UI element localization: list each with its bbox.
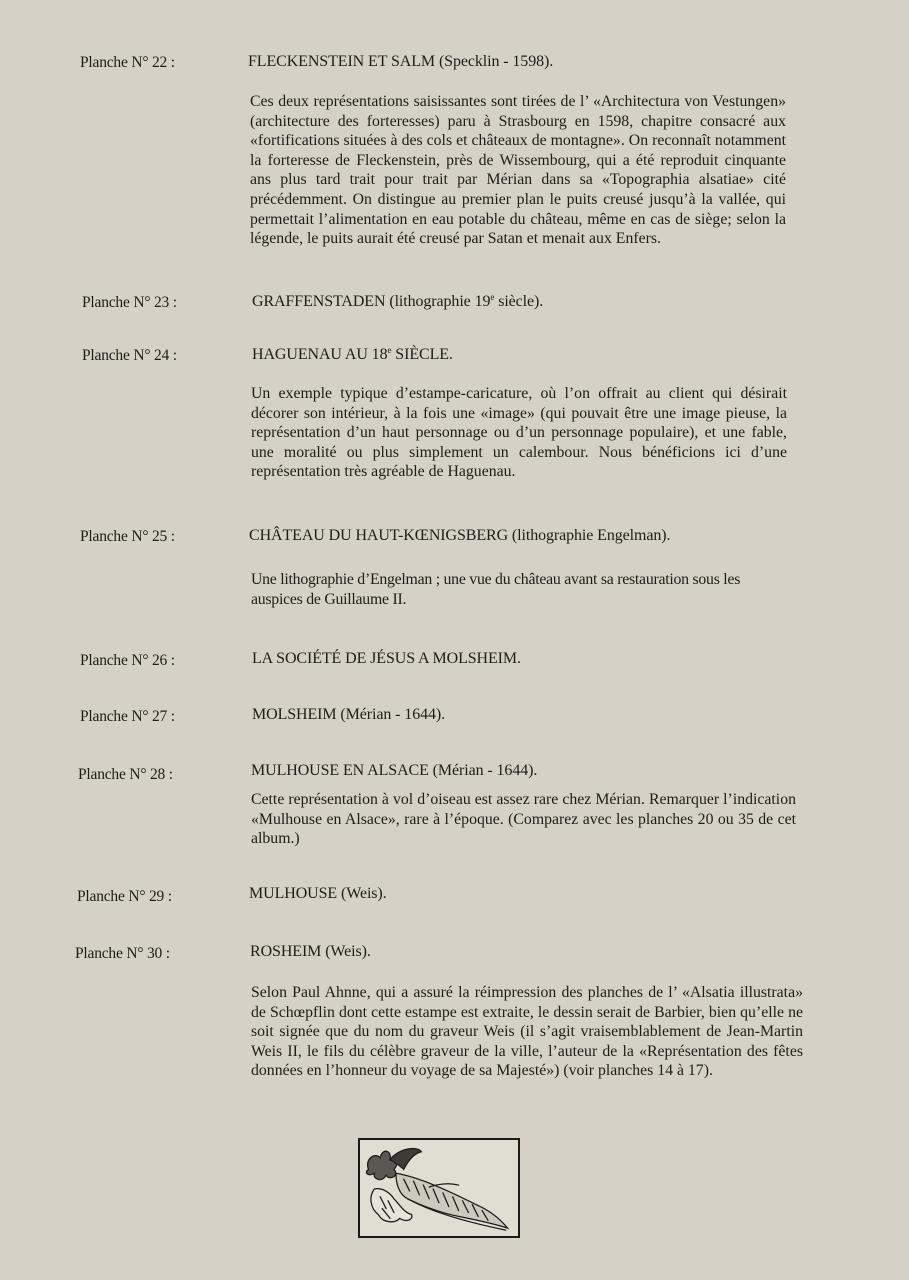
title-text-end: siècle). xyxy=(494,293,544,310)
plate-label-23: Planche N° 23 : xyxy=(82,294,177,311)
title-text: GRAFFENSTADEN (lithographie 19 xyxy=(252,293,491,310)
plate-description-24: Un exemple typique d’estampe-caricature, où l’on offrait au client qui désirait décorer son intérieur, à la fois une «image» (qui pouvait être une image pieuse, la représentation d’un haut personnage ou d’un personnage populaire), et une fable, une moralité ou plus simplement un calembour. Nous bénéficions ici d’une représentation très agréable de Haguenau. xyxy=(251,385,787,481)
plate-title-22: FLECKENSTEIN ET SALM (Specklin - 1598). xyxy=(248,53,554,70)
plate-title-25: CHÂTEAU DU HAUT-KŒNIGSBERG (lithographie Engelman). xyxy=(249,527,671,544)
plate-label-26: Planche N° 26 : xyxy=(80,652,175,669)
plate-title-28: MULHOUSE EN ALSACE (Mérian - 1644). xyxy=(251,762,538,779)
plate-label-25: Planche N° 25 : xyxy=(80,528,175,545)
plate-label-24: Planche N° 24 : xyxy=(82,347,177,364)
plate-description-30: Selon Paul Ahnne, qui a assuré la réimpression des planches de l’ «Alsatia illustrata» de Schœpflin dont cette estampe est extraite, le dessin serait de Barbier, bien qu’elle ne soit signée que du nom du graveur Weis (il s’agit vraisemblablement de Jean-Martin Weis II, le fils du célèbre graveur de la ville, l’auteur de la «Représentation des fêtes données en l’honneur du voyage de sa Majesté») (voir planches 14 à 17). xyxy=(251,984,803,1080)
woodcut-plant-illustration-icon xyxy=(358,1138,520,1238)
plate-description-28: Cette représentation à vol d’oiseau est assez rare chez Mérian. Remarquer l’indication «Mulhouse en Alsace», rare à l’époque. (Comparez avec les planches 20 ou 35 de cet album.) xyxy=(251,791,796,848)
plate-description-22: Ces deux représentations saisissantes sont tirées de l’ «Architectura von Vestungen» (architecture des forteresses) paru à Strasbourg en 1598, chapitre consacré aux «fortifications situées à des cols et châteaux de montagne». On reconnaît notamment la forteresse de Fleckenstein, près de Wissembourg, qui a été reproduit cinquante ans plus tard trait pour trait par Mérian dans sa «Topographia alsatiae» cité précédemment. On distingue au premier plan le puits creusé jusqu’à la vallée, qui permettait l’alimentation en eau potable du château, même en cas de siège; selon la légende, le puits aurait été creusé par Satan et menait aux Enfers. xyxy=(250,93,786,248)
plate-description-25: Une lithographie d’Engelman ; une vue du château avant sa restauration sous les auspices de Guillaume II. xyxy=(251,571,741,608)
plate-title-27: MOLSHEIM (Mérian - 1644). xyxy=(252,706,446,723)
title-text-end: SIÈCLE. xyxy=(391,346,453,363)
title-superscript: e xyxy=(490,292,495,302)
plate-title-30: ROSHEIM (Weis). xyxy=(250,943,371,960)
plate-label-28: Planche N° 28 : xyxy=(78,766,173,783)
woodcut-drawing xyxy=(360,1140,518,1236)
title-text: HAGUENAU AU 18 xyxy=(252,346,388,363)
plate-label-29: Planche N° 29 : xyxy=(77,888,172,905)
plate-label-30: Planche N° 30 : xyxy=(75,945,170,962)
plate-label-22: Planche N° 22 : xyxy=(80,54,175,71)
plate-title-26: LA SOCIÉTÉ DE JÉSUS A MOLSHEIM. xyxy=(252,650,521,667)
plate-title-23 xyxy=(252,293,543,311)
plate-title-24 xyxy=(252,346,453,364)
title-superscript: e xyxy=(387,345,392,355)
plate-label-27: Planche N° 27 : xyxy=(80,708,175,725)
plate-title-29: MULHOUSE (Weis). xyxy=(249,885,387,902)
